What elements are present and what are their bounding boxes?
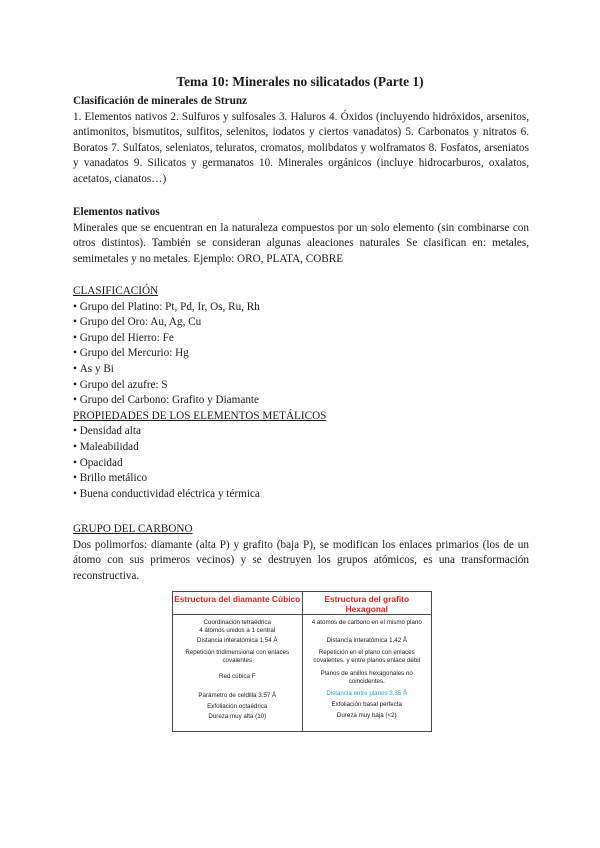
- table-cell: Red cúbica F: [219, 673, 256, 680]
- carbon-structure-table: [172, 591, 432, 732]
- grafito-column: [302, 592, 432, 731]
- strunz-section: [73, 94, 529, 188]
- list-item: • Densidad alta: [73, 424, 529, 440]
- propiedades-heading: PROPIEDADES DE LOS ELEMENTOS METÁLICOS: [73, 409, 327, 422]
- list-item: • Maleabilidad: [73, 440, 529, 456]
- table-cell: Parámetro de celdilla 3.57 Å: [198, 692, 277, 699]
- table-cell: Distancia interatómica 1,54 Å: [197, 637, 278, 644]
- carbono-text: Dos polimorfos: diamante (alta P) y grafito (baja P), se modifican los enlaces primarios (los de un átomo con sus primeros vecinos) y se destruyen los grupos atómicos, es una transformación reconstructiva.: [73, 538, 529, 582]
- nativos-section: [73, 205, 529, 267]
- table-cell: Exfoliación basal perfecta: [331, 701, 402, 708]
- diamante-header: Estructura del diamante Cúbico: [173, 592, 302, 615]
- clasificacion-section: [73, 284, 529, 502]
- table-cell: 4 átomos unidos a 1 central: [199, 627, 276, 634]
- table-cell: Planos de anillos hexagonales no coincidentes.: [320, 670, 413, 685]
- propiedades-list: [73, 424, 529, 502]
- list-item: • As y Bi: [73, 362, 529, 378]
- page-title: Tema 10: Minerales no silicatados (Parte 1): [176, 74, 424, 89]
- list-item: • Grupo del Oro: Au, Ag, Cu: [73, 315, 529, 331]
- carbono-heading: GRUPO DEL CARBONO: [73, 523, 193, 535]
- table-cell: Dureza muy baja (<2): [336, 712, 397, 719]
- list-item: • Brillo metálico: [73, 471, 529, 487]
- table-cell-highlight: Distancia entre planos 3,35 Å: [326, 690, 408, 697]
- table-cell: Repetición tridimensional con enlaces covalentes: [185, 649, 290, 664]
- list-item: • Buena conductividad eléctrica y térmica: [73, 487, 529, 503]
- diamante-column: [173, 592, 302, 731]
- list-item: • Grupo del Mercurio: Hg: [73, 346, 529, 362]
- nativos-heading: Elementos nativos: [73, 206, 160, 218]
- list-item: • Grupo del Hierro: Fe: [73, 331, 529, 347]
- table-cell: Coordinación tetraédrica: [203, 619, 271, 626]
- clasificacion-list: [73, 300, 529, 409]
- table-cell: 4 átomos de carbono en el mismo plano: [311, 619, 422, 626]
- list-item: • Grupo del Carbono: Grafito y Diamante: [73, 393, 529, 409]
- strunz-text: 1. Elementos nativos 2. Sulfuros y sulfosales 3. Haluros 4. Óxidos (incluyendo hidróxidos, arsenitos, antimonitos, bismutitos, sulfitos, selenitos, iodatos y ciertos vanadatos) 5. Carbonatos y nitratos 6. Boratos 7. Sulfatos, seleniatos, teluratos, cromatos, molibdatos y wolframatos 8. Fosfatos, arseniatos y vanadatos 9. Silicatos y germanatos 10. Minerales orgánicos (incluye hidrocarburos, oxalatos, acetatos, cianatos…): [73, 110, 529, 185]
- table-cell: Distancia interatómica 1,42 Å: [326, 637, 407, 644]
- strunz-heading: Clasificación de minerales de Strunz: [73, 95, 248, 107]
- list-item: • Grupo del Platino: Pt, Pd, Ir, Os, Ru, Rh: [73, 300, 529, 316]
- table-cell: Dureza muy alta (10): [208, 713, 267, 720]
- list-item: • Opacidad: [73, 456, 529, 472]
- table-cell: Exfoliación octaédrica: [207, 703, 268, 710]
- list-item: • Grupo del azufre: S: [73, 378, 529, 394]
- carbono-section: [73, 522, 529, 584]
- nativos-text: Minerales que se encuentran en la naturaleza compuestos por un solo elemento (sin combinarse con otros distintos). También se consideran algunas aleaciones naturales Se clasifican en: metales, semimetales y no metales. Ejemplo: ORO, PLATA, COBRE: [73, 221, 529, 265]
- grafito-header: Estructura del grafito Hexagonal: [303, 592, 432, 615]
- table-cell: Repetición en el plano con enlaces covalentes. y entre planos enlace débil: [313, 649, 421, 664]
- clasificacion-heading: CLASIFICACIÓN: [73, 285, 159, 297]
